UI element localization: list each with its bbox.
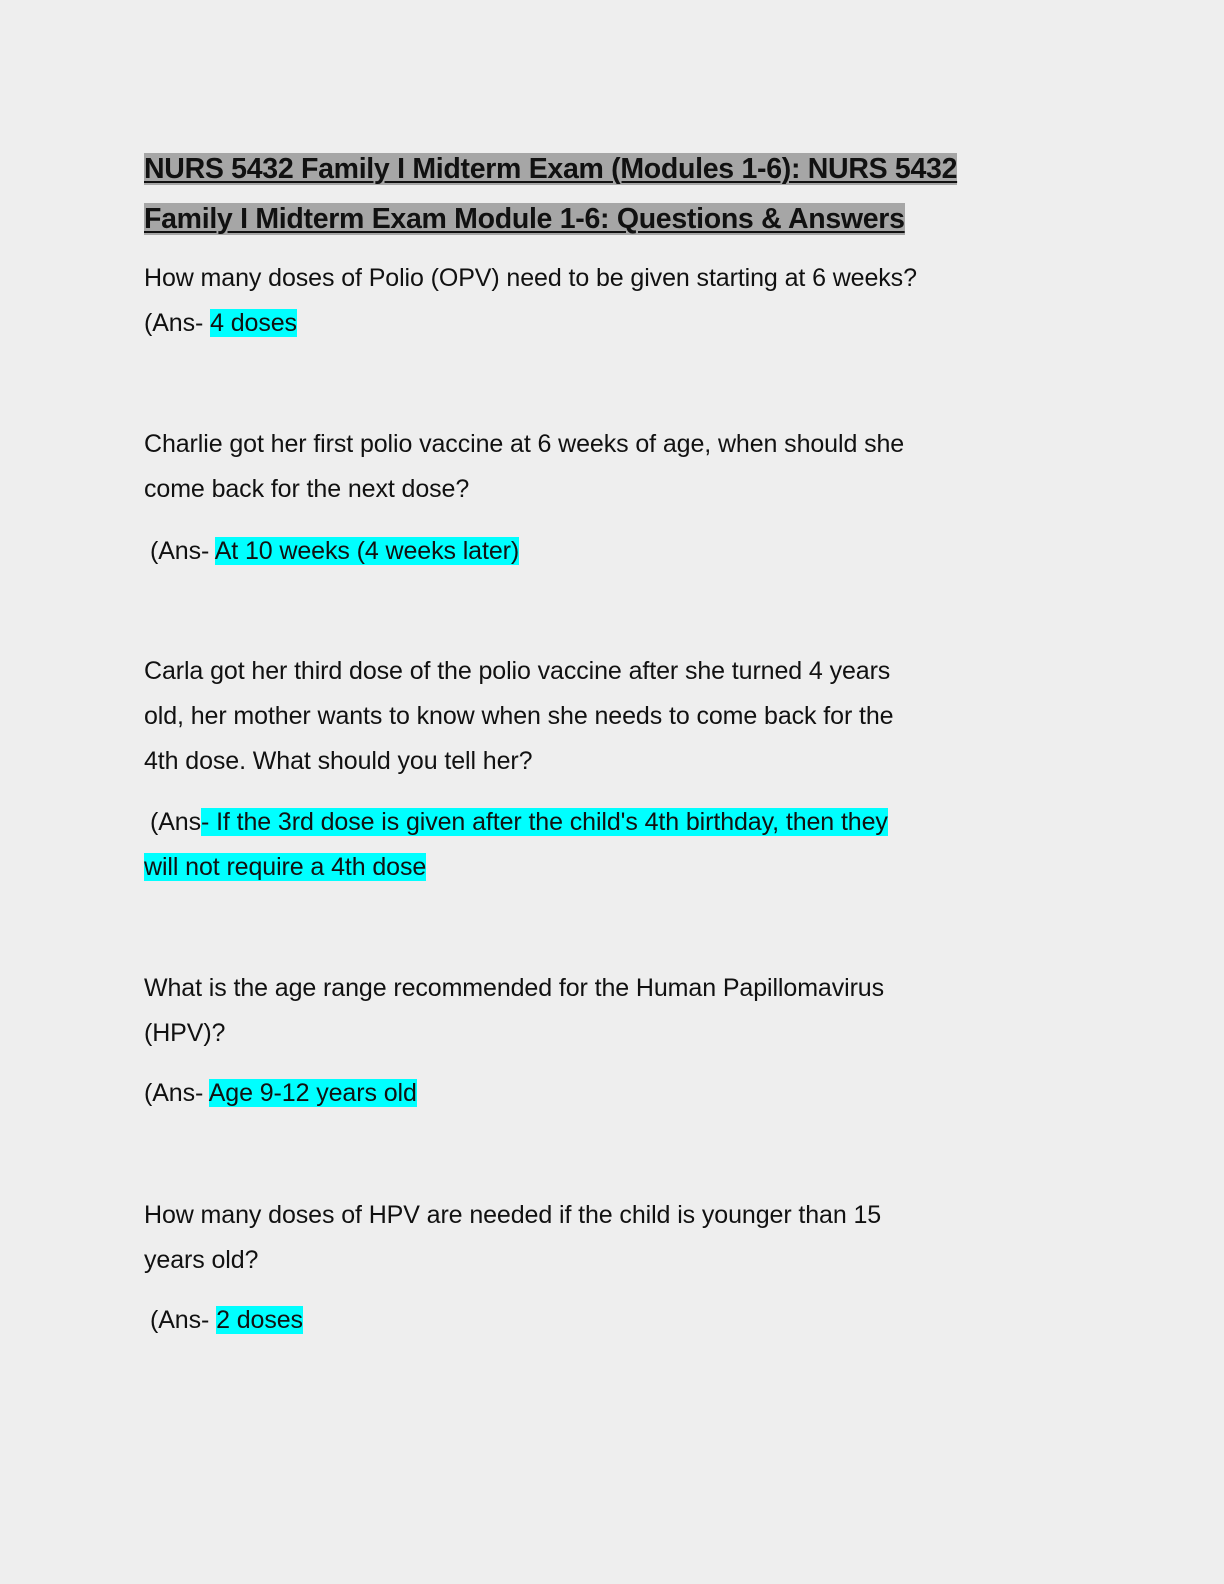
answer-2-text: At 10 weeks (4 weeks later) xyxy=(214,537,520,565)
answer-2-prefix: (Ans- xyxy=(150,537,210,565)
question-3-line-1: Carla got her third dose of the polio vaccine after she turned 4 years xyxy=(144,657,891,685)
question-5-line-1: How many doses of HPV are needed if the child is younger than 15 xyxy=(144,1201,882,1229)
answer-3-text-line-2: will not require a 4th dose xyxy=(144,853,427,881)
question-2-line-2: come back for the next dose? xyxy=(144,475,470,503)
question-2-line-1: Charlie got her first polio vaccine at 6 weeks of age, when should she xyxy=(144,430,905,458)
answer-1-prefix: (Ans- xyxy=(144,309,204,337)
question-4-line-2: (HPV)? xyxy=(144,1019,226,1047)
answer-4-line-1 xyxy=(144,1071,417,1116)
document-page xyxy=(144,0,1064,1584)
answer-1-line-1 xyxy=(144,301,297,346)
question-3-line-2: old, her mother wants to know when she needs to come back for the xyxy=(144,702,894,730)
question-5-line-2: years old? xyxy=(144,1246,259,1274)
answer-5-text: 2 doses xyxy=(216,1306,303,1334)
question-1-line-1: How many doses of Polio (OPV) need to be given starting at 6 weeks? xyxy=(144,264,917,292)
title-line-2 xyxy=(144,194,905,244)
answer-5-line-1 xyxy=(150,1298,303,1343)
answer-3-prefix: (Ans xyxy=(150,808,202,836)
title-line-1 xyxy=(144,144,957,194)
answer-5-prefix: (Ans- xyxy=(150,1306,210,1334)
answer-3-line-2 xyxy=(144,845,426,890)
question-3-line-3: 4th dose. What should you tell her? xyxy=(144,747,533,775)
answer-3-text-line-1: - If the 3rd dose is given after the child's 4th birthday, then they xyxy=(201,808,888,836)
answer-4-text: Age 9-12 years old xyxy=(208,1079,417,1107)
question-4-line-1: What is the age range recommended for the Human Papillomavirus xyxy=(144,974,885,1002)
answer-4-prefix: (Ans- xyxy=(144,1079,204,1107)
title-line-1-text: NURS 5432 Family I Midterm Exam (Modules 1-6): NURS 5432 xyxy=(144,153,958,185)
answer-3-line-1 xyxy=(150,800,888,845)
title-line-2-text: Family I Midterm Exam Module 1-6: Questions & Answers xyxy=(144,203,905,235)
answer-2-line-1 xyxy=(150,529,519,574)
answer-1-text: 4 doses xyxy=(210,309,297,337)
